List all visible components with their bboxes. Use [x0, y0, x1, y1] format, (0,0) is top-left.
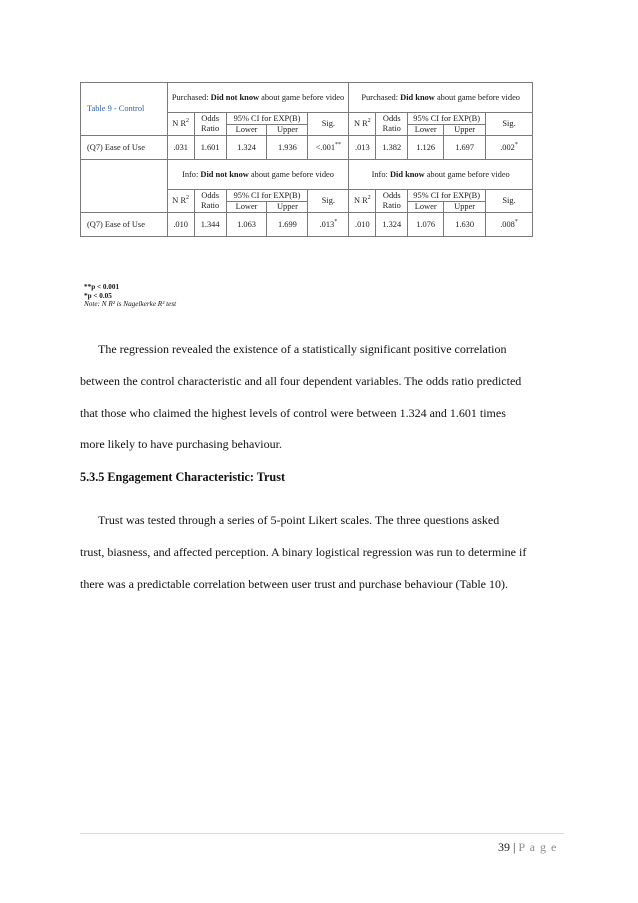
table-caption: Table 9 - Control — [81, 83, 168, 136]
cell: 1.630 — [444, 213, 486, 237]
cell: 1.382 — [376, 136, 408, 160]
col-upper: Upper — [267, 202, 308, 213]
table-row — [81, 136, 533, 160]
col-sig: Sig. — [486, 113, 533, 136]
cell: 1.936 — [267, 136, 308, 160]
col-nr2: N $R^2$ — [349, 113, 376, 136]
text-line: The regression revealed the existence of a statistically significant positive correlation — [98, 342, 507, 356]
table-row — [81, 213, 533, 237]
row-label: (Q7) Ease of Use — [81, 213, 168, 237]
group-header-info-know: Info: Did know about game before video — [349, 160, 533, 190]
cell: 1.601 — [194, 136, 226, 160]
col-sig: Sig. — [308, 190, 349, 213]
cell: 1.324 — [226, 136, 267, 160]
page-footer — [498, 840, 557, 855]
cell: 1.699 — [267, 213, 308, 237]
page-number: 39 — [498, 840, 510, 854]
cell: .010 — [349, 213, 376, 237]
group-header-info-not-know: Info: Did not know about game before video — [167, 160, 349, 190]
note-nagelkerke: Note: N R² is Nagelkerke R² test — [84, 300, 177, 309]
col-ci: 95% CI for EXP(B) — [408, 113, 486, 125]
table-9-figure — [80, 82, 533, 282]
col-ci: 95% CI for EXP(B) — [226, 113, 308, 125]
col-nr2: N $R^2$ — [167, 113, 194, 136]
col-upper: Upper — [444, 202, 486, 213]
footer-divider — [80, 833, 564, 834]
col-odds-ratio: Odds Ratio — [376, 113, 408, 136]
table-notes — [84, 283, 176, 309]
page-label: P a g e — [518, 840, 558, 854]
col-sig: Sig. — [308, 113, 349, 136]
cell: .013 — [349, 136, 376, 160]
col-sig: Sig. — [486, 190, 533, 213]
control-regression-table — [80, 82, 533, 237]
col-odds-ratio: Odds Ratio — [194, 190, 226, 213]
cell: .008* — [486, 213, 533, 237]
text-line: more likely to have purchasing behaviour. — [80, 437, 282, 451]
text-line: there was a predictable correlation between user trust and purchase behaviour (Table 10). — [80, 577, 508, 591]
text-line: that those who claimed the highest levels of control were between 1.324 and 1.601 times — [80, 406, 506, 420]
col-ci: 95% CI for EXP(B) — [408, 190, 486, 202]
col-odds-ratio: Odds Ratio — [376, 190, 408, 213]
col-lower: Lower — [226, 202, 267, 213]
col-lower: Lower — [408, 202, 444, 213]
footer-separator: | — [510, 840, 519, 854]
text-line: between the control characteristic and all four dependent variables. The odds ratio predicted — [80, 374, 522, 388]
cell: .002* — [486, 136, 533, 160]
note-p005: *p < 0.05 — [84, 291, 112, 300]
col-upper: Upper — [444, 125, 486, 136]
cell: .031 — [167, 136, 194, 160]
text-line: Trust was tested through a series of 5-point Likert scales. The three questions asked — [98, 513, 500, 527]
cell: 1.076 — [408, 213, 444, 237]
cell: <.001** — [308, 136, 349, 160]
cell: 1.697 — [444, 136, 486, 160]
col-lower: Lower — [226, 125, 267, 136]
cell: 1.063 — [226, 213, 267, 237]
group-header-purchased-know: Purchased: Did know about game before video — [349, 83, 533, 113]
note-p001: **p < 0.001 — [84, 283, 120, 291]
blank-cell — [81, 160, 168, 213]
text-line: trust, biasness, and affected perception. A binary logistical regression was run to determine if — [80, 545, 527, 559]
cell: 1.344 — [194, 213, 226, 237]
cell: 1.126 — [408, 136, 444, 160]
col-odds-ratio: Odds Ratio — [194, 113, 226, 136]
cell: .013* — [308, 213, 349, 237]
col-lower: Lower — [408, 125, 444, 136]
col-upper: Upper — [267, 125, 308, 136]
col-nr2: N $R^2$ — [167, 190, 194, 213]
cell: .010 — [167, 213, 194, 237]
cell: 1.324 — [376, 213, 408, 237]
col-ci: 95% CI for EXP(B) — [226, 190, 308, 202]
section-heading: 5.3.5 Engagement Characteristic: Trust — [80, 470, 286, 484]
group-header-purchased-not-know: Purchased: Did not know about game before video — [167, 83, 349, 113]
col-nr2: N $R^2$ — [349, 190, 376, 213]
row-label: (Q7) Ease of Use — [81, 136, 168, 160]
